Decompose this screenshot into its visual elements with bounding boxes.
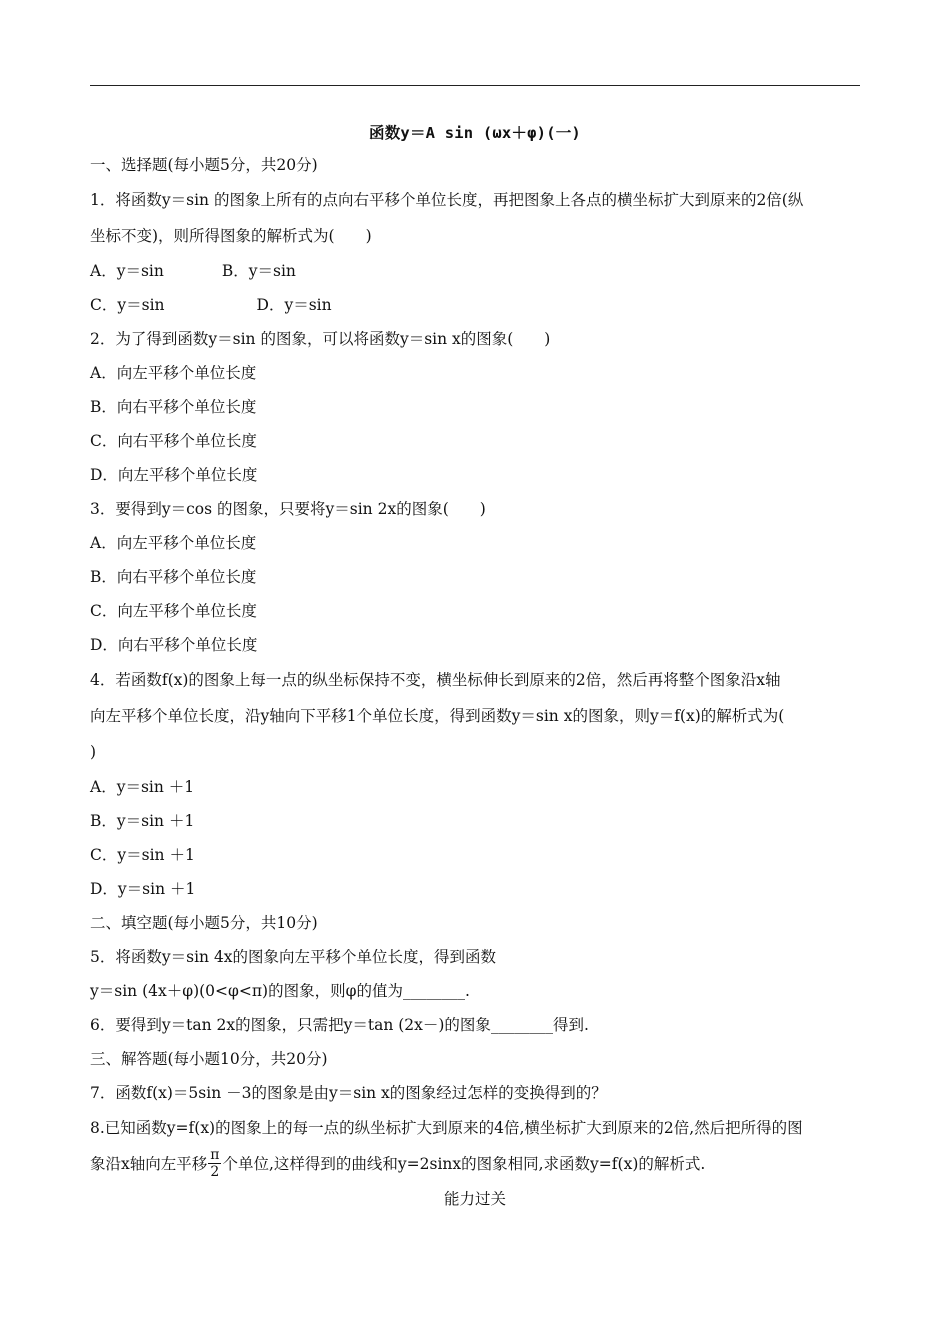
question-3-option-a: A．向左平移个单位长度	[90, 534, 257, 552]
question-8-line-1: 8.已知函数y=f(x)的图象上的每一点的纵坐标扩大到原来的4倍,横坐标扩大到原来的2倍,然后把所得的图	[90, 1119, 803, 1137]
question-1-options-cd	[90, 288, 860, 322]
question-2-option-a: A．向左平移个单位长度	[90, 364, 257, 382]
question-6-stem: 6．要得到y＝tan 2x的图象，只需把y＝tan (2x－)的图象	[90, 1016, 491, 1034]
question-3-stem: 3．要得到y＝cos 的图象，只要将y＝sin 2x的图象( )	[90, 500, 486, 518]
question-2-option-c: C．向右平移个单位长度	[90, 432, 257, 450]
question-3-option-b: B．向右平移个单位长度	[90, 568, 257, 586]
pi-over-two-fraction	[208, 1147, 221, 1180]
question-5-line-2: y＝sin (4x＋φ)(0<φ<π)的图象，则φ的值为________.	[90, 982, 470, 1000]
question-2-option-d: D．向左平移个单位长度	[90, 466, 258, 484]
question-4-option-a: A．y＝sin ＋1	[90, 778, 195, 796]
question-8-line-2-end: 个单位,这样得到的曲线和y=2sinx的图象相同,求函数y=f(x)的解析式.	[222, 1155, 706, 1173]
question-2-stem: 2．为了得到函数y＝sin 的图象，可以将函数y＝sin x的图象( )	[90, 330, 551, 348]
section-heading-solutions: 三、解答题(每小题10分，共20分)	[90, 1050, 328, 1068]
question-4-option-b: B．y＝sin ＋1	[90, 812, 195, 830]
question-4-option-d: D．y＝sin ＋1	[90, 880, 196, 898]
question-8-line-2	[90, 1146, 860, 1182]
section-heading-choice: 一、选择题(每小题5分，共20分)	[90, 156, 318, 174]
fraction-denominator: 2	[210, 1163, 220, 1180]
question-1-stem-line-1: 1．将函数y＝sin 的图象上所有的点向右平移个单位长度，再把图象上各点的横坐标扩大到原来的2倍(纵	[90, 191, 804, 209]
question-1-option-d: D．y＝sin	[256, 296, 332, 314]
question-1-option-c: C．y＝sin	[90, 296, 165, 314]
section-heading-ability: 能力过关	[443, 1190, 506, 1208]
question-6-answer-blank: ________	[490, 1016, 553, 1034]
question-1-stem-line-2: 坐标不变)，则所得图象的解析式为( )	[90, 227, 372, 245]
question-8-line-2-start: 象沿x轴向左平移	[90, 1155, 208, 1173]
worksheet	[90, 118, 860, 1216]
question-6	[90, 1008, 860, 1042]
question-1-option-a: A．y＝sin	[90, 262, 164, 280]
question-5-line-1: 5．将函数y＝sin 4x的图象向左平移个单位长度，得到函数	[90, 948, 497, 966]
question-1-option-b: B．y＝sin	[221, 262, 296, 280]
question-6-tail: 得到.	[552, 1016, 589, 1034]
question-4-stem-line-2: 向左平移个单位长度，沿y轴向下平移1个单位长度，得到函数y＝sin x的图象，则y＝f(x)的解析式为(	[90, 707, 785, 725]
question-2-option-b: B．向右平移个单位长度	[90, 398, 257, 416]
question-4-option-c: C．y＝sin ＋1	[90, 846, 195, 864]
question-4-stem-line-1: 4．若函数f(x)的图象上每一点的纵坐标保持不变，横坐标伸长到原来的2倍，然后再将整个图象沿x轴	[90, 671, 781, 689]
fraction-numerator: π	[210, 1146, 220, 1163]
header-rule	[90, 85, 860, 86]
question-3-option-c: C．向左平移个单位长度	[90, 602, 257, 620]
page-title: 函数y＝A sin (ωx＋φ)(一)	[369, 124, 581, 142]
question-1-options-ab	[90, 254, 860, 288]
question-7: 7．函数f(x)＝5sin －3的图象是由y＝sin x的图象经过怎样的变换得到的？	[90, 1084, 607, 1102]
section-heading-fill-in: 二、填空题(每小题5分，共10分)	[90, 914, 318, 932]
question-3-option-d: D．向右平移个单位长度	[90, 636, 258, 654]
question-4-stem-line-3: )	[90, 743, 97, 761]
